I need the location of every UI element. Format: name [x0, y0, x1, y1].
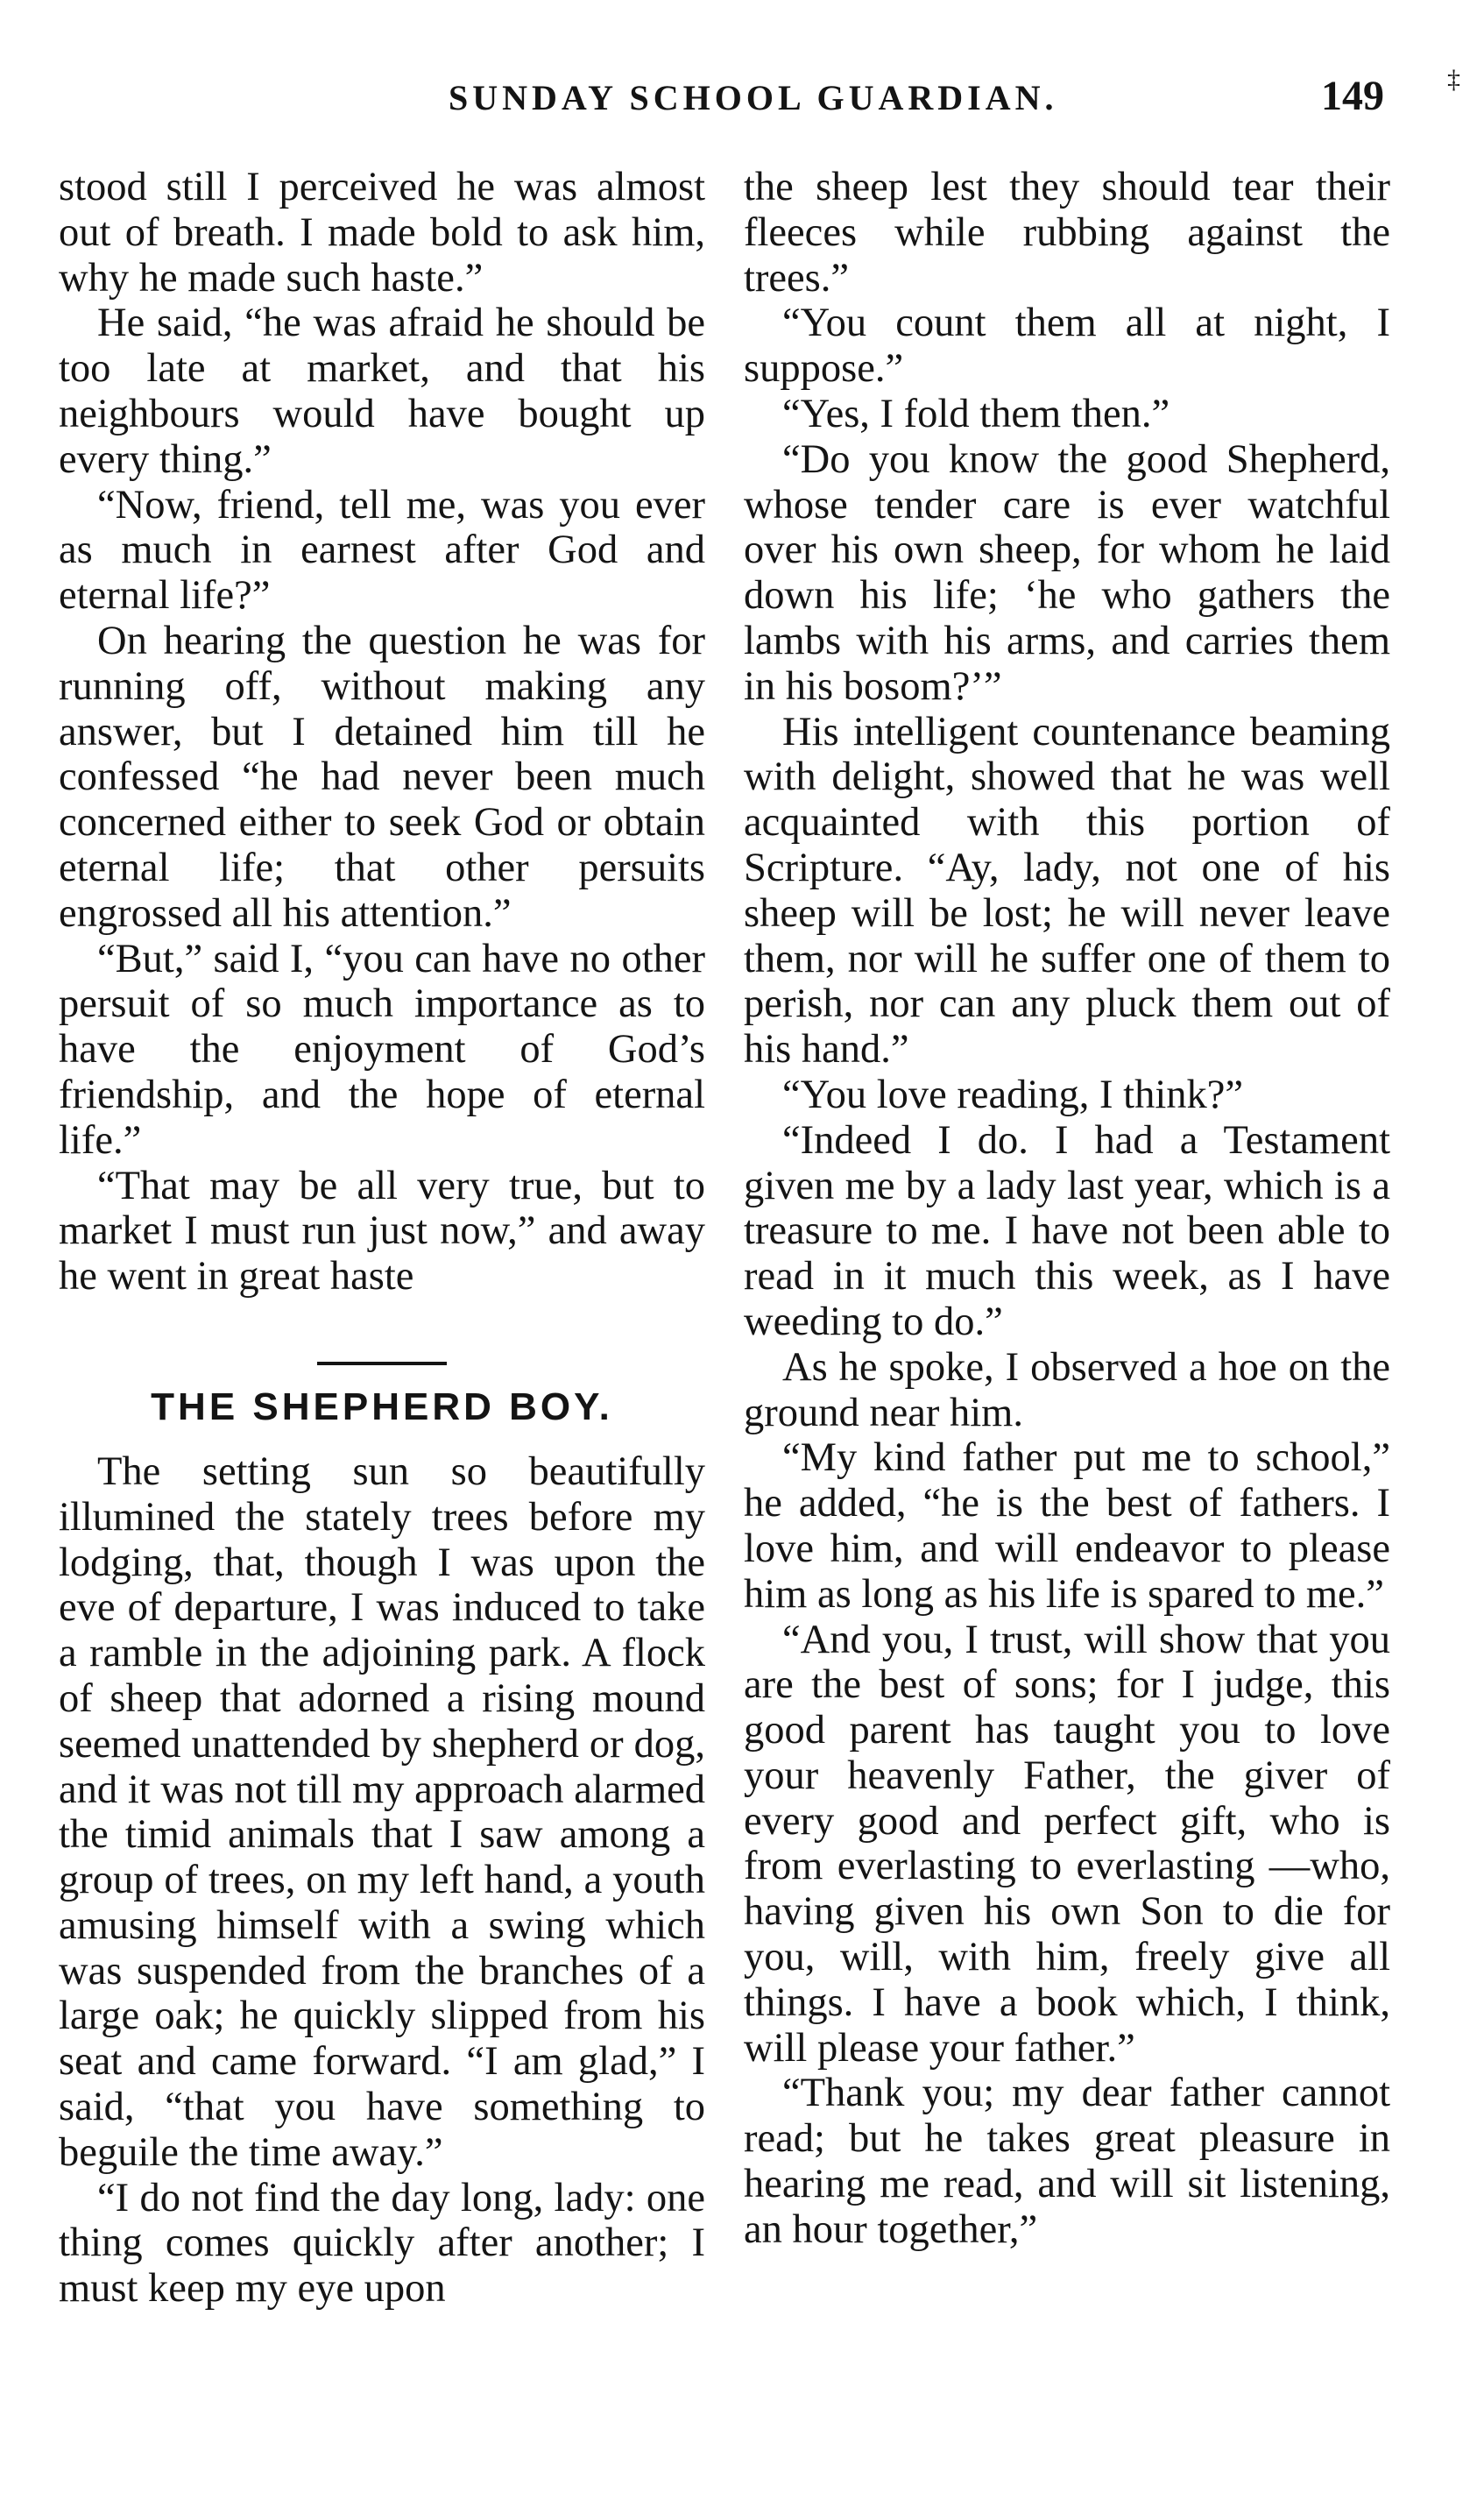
corner-mark: ‡ [1447, 65, 1460, 94]
paragraph: “Now, friend, tell me, was you ever as much in earnest after God and eternal life?” [59, 482, 705, 619]
running-title: SUNDAY SCHOOL GUARDIAN. [449, 78, 1058, 117]
section-heading: THE SHEPHERD BOY. [151, 1385, 613, 1428]
paragraph: “Do you know the good Shepherd, whose tender care is ever watchful over his own sheep, for whom he laid down his life; ‘he who gathers the lambs with his arms, and carries them in his bosom?’” [744, 436, 1390, 709]
paragraph: “Yes, I fold them then.” [782, 391, 1170, 436]
paragraph: stood still I perceived he was almost out of breath. I made bold to ask him, why he made such haste.” [59, 165, 705, 301]
paragraph: “But,” said I, “you can have no other persuit of so much importance as to have the enjoyment of God’s friendship, and the hope of eternal life.” [59, 936, 705, 1163]
left-column [59, 165, 705, 2312]
paragraph: As he spoke, I observed a hoe on the ground near him. [744, 1344, 1390, 1435]
paragraph: “I do not find the day long, lady: one thing comes quickly after another; I must keep my eye upon [59, 2175, 705, 2312]
paragraph: “Indeed I do. I had a Testament given me by a lady last year, which is a treasure to me. I have not been able to read in it much this week, as I have weeding to do.” [744, 1117, 1390, 1344]
page-number: 149 [1321, 73, 1384, 119]
paragraph: “That may be all very true, but to market I must run just now,” and away he went in great haste [59, 1163, 705, 1300]
paragraph: “Thank you; my dear father cannot read; but he takes great pleasure in hearing me read, and will sit listening, an hour together,” [744, 2071, 1390, 2252]
paragraph: “You love reading, I think?” [782, 1072, 1244, 1117]
right-column [744, 165, 1390, 2253]
paragraph: On hearing the question he was for running off, without making any answer, but I detained him till he confessed “he had never been much concerned either to seek God or obtain eternal life; that other persuits engrossed all his attention.” [59, 618, 705, 936]
paragraph: His intelligent countenance beaming with delight, showed that he was well acquainted with this portion of Scripture. “Ay, lady, not one of his sheep will be lost; he will never leave them, nor will he suffer one of them to perish, nor can any pluck them out of his hand.” [744, 709, 1390, 1073]
paragraph: “My kind father put me to school,” he added, “he is the best of fathers. I love him, and will endeavor to please him as long as his life is spared to me.” [744, 1435, 1390, 1617]
paragraph: “And you, I trust, will show that you are the best of sons; for I judge, this good parent has taught you to love your heavenly Father, the giver of every good and perfect gift, who is from everlasting to everlasting —who, having given his own Son to die for you, will, with him, freely give all things. I have a book which, I think, will please your father.” [744, 1617, 1390, 2071]
paragraph: the sheep lest they should tear their fleeces while rubbing against the trees.” [744, 165, 1390, 301]
section-divider [317, 1362, 447, 1365]
paragraph: “You count them all at night, I suppose.” [744, 301, 1390, 392]
running-header [0, 65, 1484, 130]
paragraph: He said, “he was afraid he should be too late at market, and that his neighbours would have bought up every thing.” [59, 301, 705, 482]
paragraph: The setting sun so beautifully illumined the stately trees before my lodging, that, though I was upon the eve of departure, I was induced to take a ramble in the adjoining park. A flock of sheep that adorned a rising mound seemed unattended by shepherd or dog, and it was not till my approach alarmed the timid animals that I saw among a group of trees, on my left hand, a youth amusing himself with a swing which was suspended from the branches of a large oak; he quickly slipped from his seat and came forward. “I am glad,” I said, “that you have something to beguile the time away.” [59, 1448, 705, 2175]
